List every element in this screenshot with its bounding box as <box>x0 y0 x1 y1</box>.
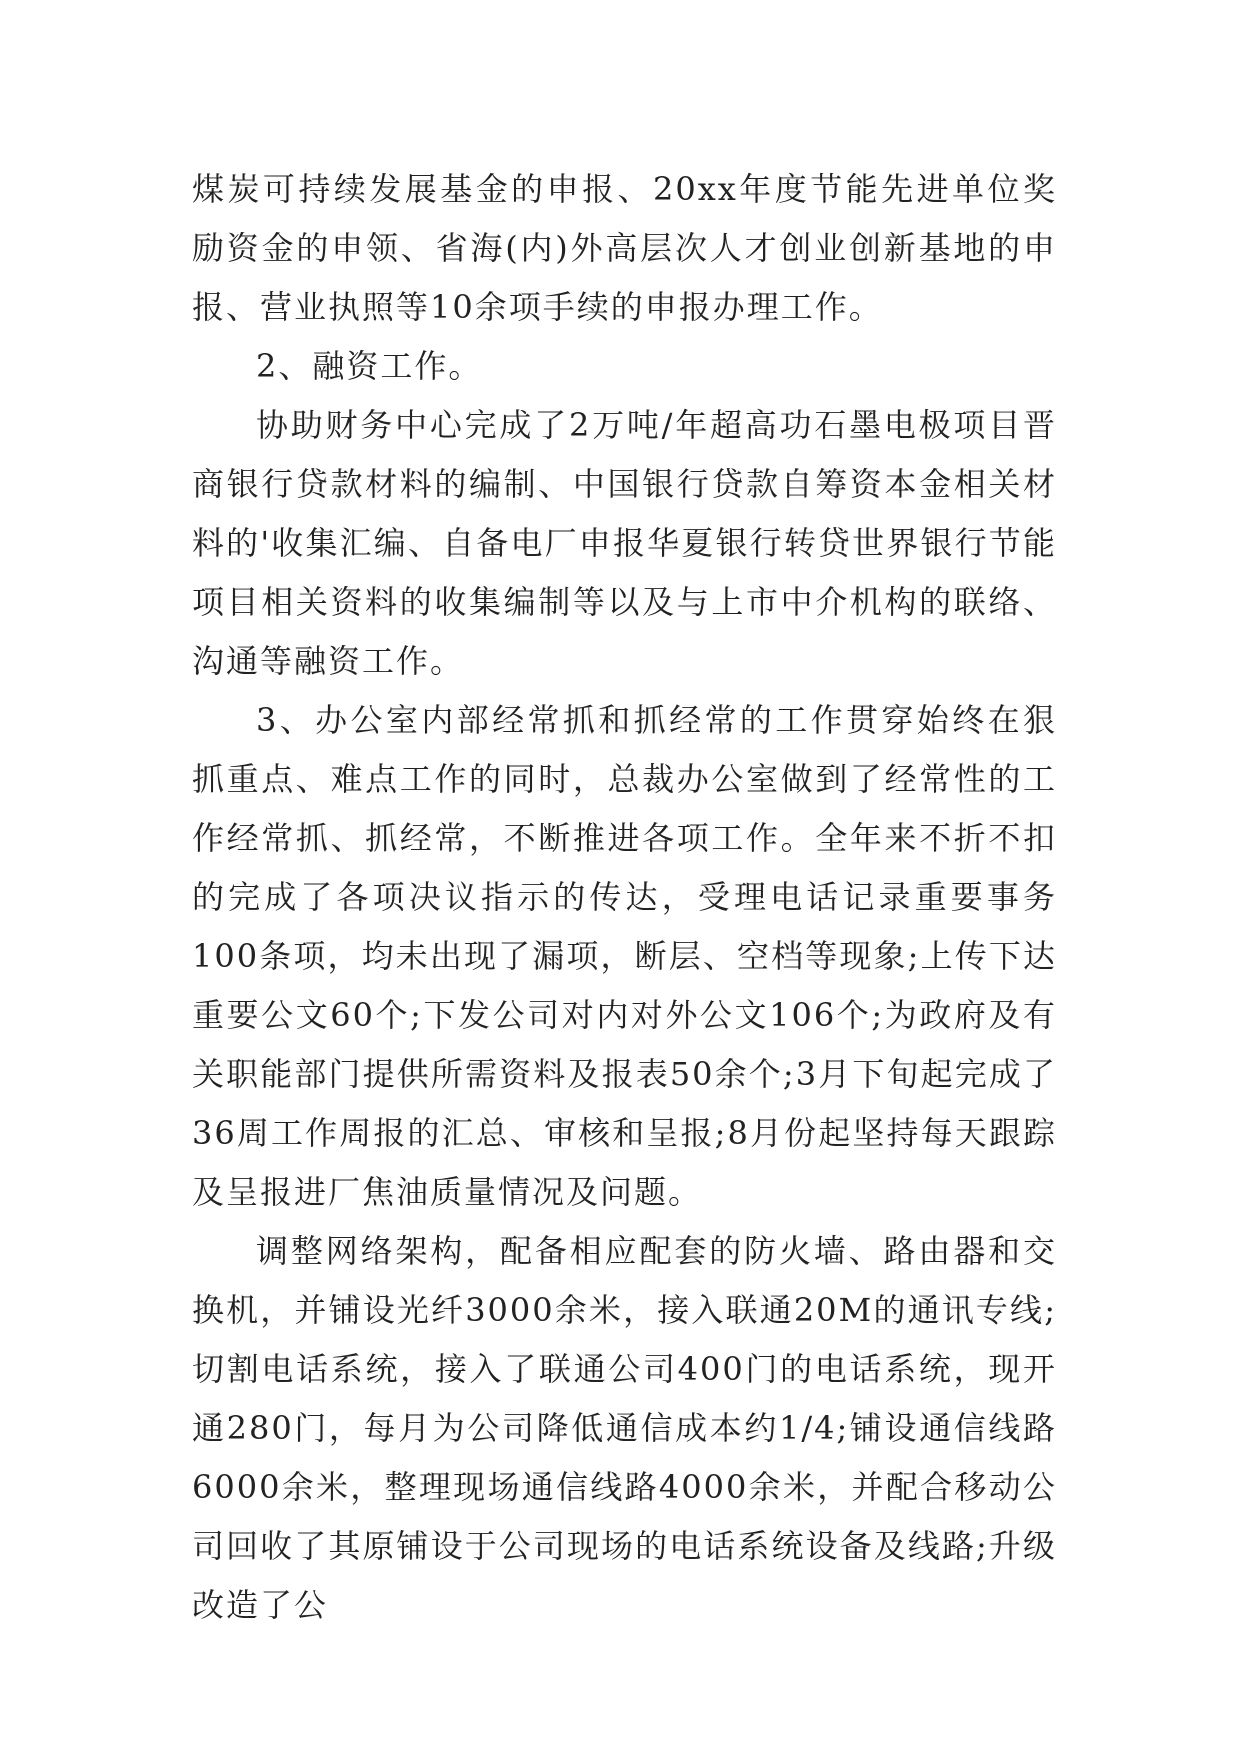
document-body <box>192 160 1057 1635</box>
paragraph-1: 煤炭可持续发展基金的申报、20xx年度节能先进单位奖励资金的申领、省海(内)外高层次人才创业创新基地的申报、营业执照等10余项手续的申报办理工作。 <box>192 170 1057 326</box>
paragraph-network: 调整网络架构，配备相应配套的防火墙、路由器和交换机，并铺设光纤3000余米，接入联通20M的通讯专线;切割电话系统，接入了联通公司400门的电话系统，现开通280门，每月为公司降低通信成本约1/4;铺设通信线路6000余米，整理现场通信线路4000余米，并配合移动公司回收了其原铺设于公司现场的电话系统设备及线路;升级改造了公 <box>192 1232 1057 1624</box>
section-heading-financing: 2、融资工作。 <box>256 347 483 385</box>
paragraph-office-work: 3、办公室内部经常抓和抓经常的工作贯穿始终在狠抓重点、难点工作的同时，总裁办公室做到了经常性的工作经常抓、抓经常，不断推进各项工作。全年来不折不扣的完成了各项决议指示的传达，受理电话记录重要事务100条项，均未出现了漏项，断层、空档等现象;上传下达重要公文60个;下发公司对内对外公文106个;为政府及有关职能部门提供所需资料及报表50余个;3月下旬起完成了36周工作周报的汇总、审核和呈报;8月份起坚持每天跟踪及呈报进厂焦油质量情况及问题。 <box>192 701 1057 1211</box>
paragraph-financing: 协助财务中心完成了2万吨/年超高功石墨电极项目晋商银行贷款材料的编制、中国银行贷款自筹资本金相关材料的'收集汇编、自备电厂申报华夏银行转贷世界银行节能项目相关资料的收集编制等以及与上市中介机构的联络、沟通等融资工作。 <box>192 406 1057 680</box>
